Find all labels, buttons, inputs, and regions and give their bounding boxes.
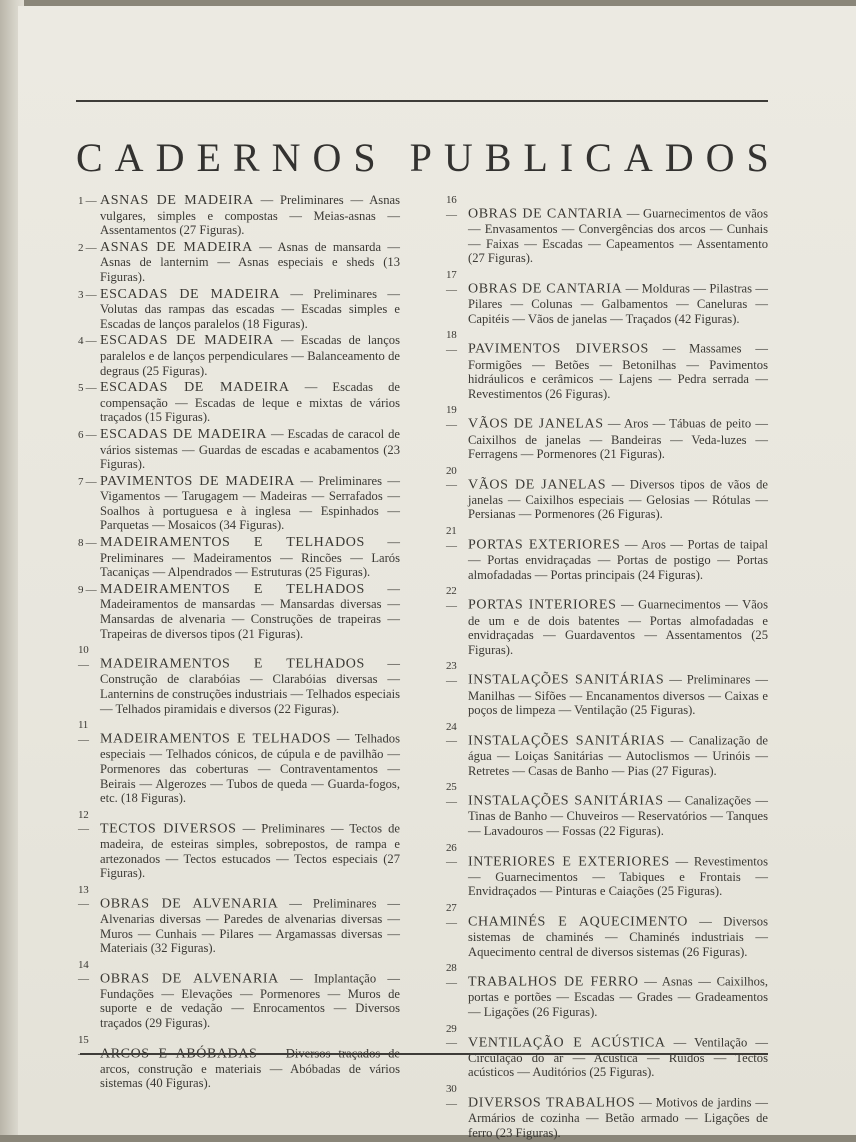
entry-number: 7 [78, 475, 84, 488]
entry-number-dash: — [78, 898, 89, 911]
catalog-entry [446, 464, 768, 522]
entry-number: 1 [78, 195, 84, 207]
entry-description: — Aros — Portas de taipal — Portas envidraçadas — Portas de postigo — Portas almofadadas — Portas principais (24 Figuras). [468, 537, 768, 582]
entry-number-dash: — [446, 1037, 457, 1050]
entry-number: 9 [78, 583, 84, 596]
entry-description: — Aros — Tábuas de peito — Caixilhos de janelas — Bandeiras — Veda-luzes — Ferragens — Pormenores (21 Figuras). [468, 416, 768, 462]
catalog-entry [78, 474, 400, 533]
entry-number: 21 [446, 525, 457, 538]
entry-heading: INSTALAÇÕES SANITÁRIAS [468, 673, 665, 688]
top-rule [76, 100, 768, 102]
entry-number-wrap [78, 475, 100, 490]
catalog-entry [446, 1022, 768, 1080]
entry-number-wrap [446, 1022, 468, 1051]
entry-heading: MADEIRAMENTOS E TELHADOS [100, 581, 365, 597]
entry-number-dash: — [78, 973, 89, 986]
entry-number-wrap [446, 524, 468, 553]
entry-number-wrap [446, 268, 468, 297]
entry-heading: ESCADAS DE MADEIRA [100, 286, 281, 302]
entry-number: 25 [446, 781, 457, 794]
entry-number: 12 [78, 808, 89, 821]
entry-description: — Escadas de caracol de vários sistemas — Guardas de escadas e acabamentos (23 Figuras). [100, 426, 400, 472]
catalog-entry [78, 883, 400, 956]
entry-heading: VÃOS DE JANELAS [468, 477, 607, 493]
entry-number-dash: — [446, 856, 457, 869]
entry-number-wrap [446, 901, 468, 930]
entry-number-dash: — [446, 283, 457, 296]
entry-number-wrap [78, 883, 100, 912]
right-column [446, 193, 768, 1142]
entry-number-dash: — [78, 658, 89, 671]
entry-number-dash: — [446, 539, 457, 552]
entry-description: — Diversos tipos de vãos de janelas — Caixilhos especiais — Gelosias — Rótulas — Persianas — Pormenores (26 Figuras). [468, 477, 768, 522]
entry-number-wrap [78, 288, 100, 303]
entry-description: — Canalização de água — Loiças Sanitárias — Autoclismos — Urinóis — Retretes — Casas de Banho — Pias (27 Figuras). [468, 733, 769, 778]
catalog-entry [446, 901, 768, 959]
entry-heading: VÃOS DE JANELAS [468, 416, 604, 432]
entry-number-wrap [78, 583, 100, 598]
entry-number: 24 [446, 720, 457, 733]
entry-heading: ESCADAS DE MADEIRA [100, 333, 274, 349]
entry-description: — Diversos traçados de arcos, construção e materiais — Abóbadas de vários sistemas (40 Figuras). [100, 1046, 401, 1091]
catalog-entry [446, 268, 768, 326]
entry-description: — Preliminares — Asnas vulgares, simples e compostas — Meias-asnas — Assentamentos (27 Figuras). [100, 193, 400, 238]
catalog-entry [446, 584, 768, 657]
entry-description: — Preliminares — Volutas das rampas das escadas — Escadas simples e Escadas de lanços paralelos (18 Figuras). [100, 286, 400, 331]
entry-number: 17 [446, 268, 457, 281]
entry-number-dash: — [83, 583, 97, 596]
entry-number: 8 [78, 537, 84, 550]
entry-number: 15 [78, 1033, 89, 1046]
entry-heading: VENTILAÇÃO E ACÚSTICA [468, 1035, 666, 1051]
catalog-entry [446, 659, 768, 717]
entry-number: 26 [446, 841, 457, 854]
entry-number-wrap [78, 1033, 100, 1062]
entry-description: — Massames — Formigões — Betões — Betonilhas — Pavimentos hidráulicos e cerâmicos — Lajens — Pedra serrada — Revestimentos (26 Figuras). [468, 341, 768, 401]
entry-number: 30 [446, 1083, 457, 1096]
entry-number: 6 [78, 428, 84, 441]
entry-heading: INSTALAÇÕES SANITÁRIAS [468, 793, 664, 809]
entry-number-dash: — [78, 733, 89, 746]
entry-number: 11 [78, 719, 88, 732]
entry-number: 20 [446, 464, 457, 477]
entry-number-dash: — [446, 795, 457, 808]
entry-number-wrap [78, 381, 100, 396]
entry-number-wrap [446, 328, 468, 357]
entry-number: 18 [446, 329, 457, 342]
entry-number: 5 [78, 382, 84, 395]
entry-description: — Motivos de jardins — Armários de cozinha — Betão armado — Ligações de ferro (23 Figuras). [468, 1095, 768, 1140]
entry-number: 23 [446, 660, 457, 673]
entry-heading: ASNAS DE MADEIRA [100, 239, 253, 255]
catalog-entry [78, 240, 400, 285]
entry-number: 29 [446, 1022, 457, 1035]
entry-description: — Implantação — Fundações — Elevações — Pormenores — Muros de suporte e de vedação — Enrocamentos — Diversos traçados (29 Figuras). [100, 971, 400, 1031]
entry-number-dash: — [83, 241, 97, 254]
entry-number-wrap [446, 720, 468, 749]
entry-number-dash: — [446, 675, 457, 687]
entry-number-dash: — [446, 343, 457, 356]
entry-heading: ASNAS DE MADEIRA [100, 193, 254, 208]
entry-number-dash: — [446, 976, 457, 989]
entry-heading: PORTAS INTERIORES [468, 598, 617, 614]
entry-heading: ARCOS E ABÓBADAS [100, 1046, 258, 1062]
entry-number-wrap [446, 403, 468, 432]
entry-number-wrap [78, 718, 100, 747]
entry-heading: OBRAS DE CANTARIA [468, 281, 623, 297]
catalog-entry [78, 287, 400, 332]
entry-heading: OBRAS DE CANTARIA [468, 206, 623, 222]
entry-number-dash: — [83, 195, 97, 207]
catalog-entry [78, 643, 400, 716]
catalog-entry [446, 961, 768, 1019]
entry-description: — Molduras — Pilastras — Pilares — Colunas — Galbamentos — Caneluras — Capitéis — Vãos de janelas — Traçados (42 Figuras). [468, 281, 768, 326]
catalog-entry [78, 958, 400, 1031]
entry-number: 2 [78, 241, 84, 254]
entry-number-wrap [446, 961, 468, 990]
entry-description: — Revestimentos — Guarnecimentos — Tabiques e Frontais — Envidraçados — Pinturas e Caiações (25 Figuras). [468, 854, 768, 899]
entry-description: — Madeiramentos de mansardas — Mansardas diversas — Mansardas de alvenaria — Construções de trapeiras — Trapeiras de diversos tipos (21 Figuras). [100, 581, 400, 641]
entry-description: — Construção de clarabóias — Clarabóias diversas — Lanternins de construções industriais — Telhados especiais — Telhados piramidais e diversos (22 Figuras). [100, 656, 400, 716]
left-column [78, 193, 400, 1093]
catalog-entry [446, 524, 768, 582]
catalog-entry [446, 780, 768, 838]
catalog-entry [446, 403, 768, 461]
entry-number-dash: — [446, 600, 457, 613]
entry-number-dash: — [78, 823, 89, 836]
entry-heading: OBRAS DE ALVENARIA [100, 971, 279, 987]
entry-heading: TECTOS DIVERSOS [100, 821, 237, 837]
entry-number-wrap [446, 464, 468, 493]
entry-number-dash: — [78, 1048, 89, 1061]
entry-description: — Preliminares — Manilhas — Sifões — Encanamentos diversos — Caixas e poços de limpeza — Ventilação (25 Figuras). [468, 673, 768, 718]
entry-number-wrap [446, 584, 468, 613]
entry-number: 14 [78, 958, 89, 971]
entry-number: 13 [78, 883, 89, 896]
entry-number-dash: — [83, 475, 97, 488]
catalog-entry [78, 427, 400, 472]
entry-number-wrap [446, 193, 468, 222]
entry-description: — Canalizações — Tinas de Banho — Chuveiros — Reservatórios — Tanques — Lavadouros — Fossas (22 Figuras). [468, 793, 768, 838]
entry-number-wrap [78, 334, 100, 349]
entry-description: — Guarnecimentos — Vãos de um e de dois batentes — Portas almofadadas e envidraçadas — Guardaventos — Assentamentos (25 Figuras). [468, 598, 768, 657]
entry-description: — Escadas de lanços paralelos e de lanços perpendiculares — Balanceamento de degraus (25 Figuras). [100, 333, 400, 378]
entry-heading: MADEIRAMENTOS E TELHADOS [100, 535, 365, 551]
entry-description: — Asnas de mansarda — Asnas de lanternim — Asnas especiais e sheds (13 Figuras). [100, 239, 401, 284]
entry-heading: PORTAS EXTERIORES [468, 537, 621, 553]
catalog-entry [78, 718, 400, 806]
entry-heading: CHAMINÉS E AQUECIMENTO [468, 914, 688, 930]
entry-heading: DIVERSOS TRABALHOS [468, 1095, 636, 1111]
entry-number: 10 [78, 644, 89, 657]
catalog-entry [446, 193, 768, 266]
entry-number-wrap [78, 241, 100, 256]
catalog-entry [446, 841, 768, 899]
entry-description: — Guarnecimentos de vãos — Envasamentos — Convergências dos arcos — Cunhais — Faixas — Escadas — Capeamentos — Assentamento (27 Figuras). [468, 206, 768, 266]
entry-heading: PAVIMENTOS DIVERSOS [468, 341, 649, 357]
bottom-rule [80, 1053, 768, 1055]
entry-number-dash: — [446, 1097, 457, 1110]
entry-number-wrap [446, 1082, 468, 1111]
entry-number-wrap [446, 841, 468, 870]
entry-heading: INTERIORES E EXTERIORES [468, 854, 670, 870]
catalog-entry [78, 333, 400, 378]
entry-number-dash: — [446, 208, 457, 221]
entry-description: — Telhados especiais — Telhados cónicos, de cúpula e de pavilhão — Pormenores das coberturas — Contraventamentos — Beirais — Algerozes — Tubos de queda — Guarda-fogos, etc. (18 Figuras). [100, 731, 400, 806]
entry-heading: INSTALAÇÕES SANITÁRIAS [468, 733, 665, 749]
entry-number-wrap [446, 659, 468, 688]
entry-description: — Escadas de compensação — Escadas de leque e mixtas de vários traçados (15 Figuras). [100, 380, 401, 425]
entry-description: — Ventilação — Circulação do ar — Acústica — Ruídos — Tectos acústicos — Auditórios (25 Figuras). [468, 1035, 768, 1080]
catalog-entry [446, 720, 768, 778]
entry-description: — Asnas — Caixilhos, portas e portões — Escadas — Grades — Gradeamentos — Ligações (26 Figuras). [468, 974, 768, 1020]
entry-heading: ESCADAS DE MADEIRA [100, 426, 268, 442]
entry-number-wrap [78, 428, 100, 443]
entry-number-dash: — [446, 735, 457, 748]
entry-number-dash: — [446, 479, 457, 492]
entry-heading: MADEIRAMENTOS E TELHADOS [100, 656, 365, 672]
entry-number: 19 [446, 404, 457, 417]
entry-number-dash: — [83, 537, 97, 550]
catalog-entry [446, 328, 768, 401]
entry-number: 27 [446, 901, 457, 914]
catalog-entry [78, 193, 400, 238]
entry-heading: MADEIRAMENTOS E TELHADOS [100, 731, 332, 747]
entry-number-dash: — [83, 335, 97, 348]
entry-number-wrap [78, 808, 100, 837]
entry-number-dash: — [446, 418, 457, 431]
entry-heading: PAVIMENTOS DE MADEIRA [100, 473, 295, 489]
entry-number-dash: — [446, 916, 457, 929]
catalog-entry [78, 1033, 400, 1091]
entry-number-wrap [446, 780, 468, 809]
entry-number-wrap [78, 536, 100, 551]
entry-description: — Preliminares — Vigamentos — Tarugagem — Madeiras — Serrafados — Soalhos à portuguesa e à inglesa — Espinhados — Parquetas — Mosaicos (34 Figuras). [100, 473, 400, 533]
catalog-entry [446, 1082, 768, 1140]
entry-number-dash: — [83, 428, 97, 441]
entry-number: 3 [78, 288, 84, 301]
entry-number-wrap [78, 643, 100, 672]
catalog-entry [78, 582, 400, 641]
entry-description: — Diversos sistemas de chaminés — Chaminés industriais — Aquecimento central de diversos sistemas (26 Figuras). [468, 914, 769, 959]
entry-heading: ESCADAS DE MADEIRA [100, 380, 290, 396]
catalog-entry [78, 535, 400, 580]
entry-number-dash: — [83, 382, 97, 395]
entry-number: 4 [78, 335, 84, 348]
entry-heading: TRABALHOS DE FERRO [468, 974, 639, 990]
entry-number-wrap [78, 194, 100, 209]
page-title: CADERNOS PUBLICADOS [76, 135, 781, 180]
entry-number: 28 [446, 962, 457, 975]
entry-description: — Preliminares — Tectos de madeira, de esteiras simples, sobrepostos, de rampa e artezonados — Tectos estucados — Tectos especiais (27 Figuras). [100, 821, 401, 881]
entry-number-dash: — [83, 288, 97, 301]
entry-description: — Preliminares — Alvenarias diversas — Paredes de alvenarias diversas — Muros — Cunhais — Pilares — Argamassas diversas — Materiais (32 Figuras). [100, 896, 400, 956]
catalog-entry [78, 808, 400, 881]
entry-number: 16 [446, 194, 457, 206]
entry-number-wrap [78, 958, 100, 987]
catalog-entry [78, 380, 400, 425]
entry-description: — Preliminares — Madeiramentos — Rincões — Larós Tacaniças — Alpendrados — Estruturas (25 Figuras). [100, 535, 400, 580]
entry-number: 22 [446, 585, 457, 598]
entry-heading: OBRAS DE ALVENARIA [100, 896, 279, 912]
